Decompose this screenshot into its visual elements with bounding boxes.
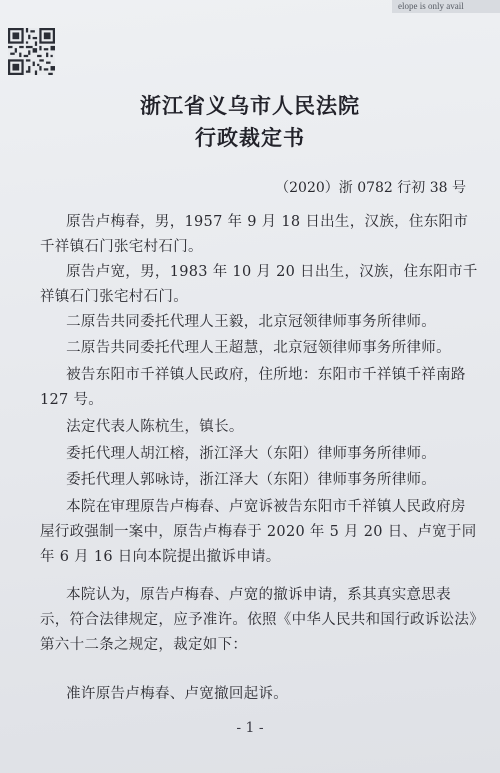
- paragraph-defendant-agent-1: 委托代理人胡江榕，浙江泽大（东阳）律师事务所律师。: [66, 445, 437, 462]
- paragraph-defendant-agent-2: 委托代理人郭咏诗，浙江泽大（东阳）律师事务所律师。: [66, 471, 437, 488]
- paragraph-court-opinion: 本院认为，原告卢梅春、卢宽的撤诉申请，系其真实意思表示，符合法律规定，应予准许。依照《中华人民共和国行政诉讼法》第六十二条之规定，裁定如下：: [40, 586, 477, 653]
- paragraph-agent-2: 二原告共同委托代理人王超慧，北京冠领律师事务所律师。: [66, 339, 451, 356]
- paragraph-plaintiff-1: 原告卢梅春，男，1957 年 9 月 18 日出生，汉族，住东阳市千祥镇石门张宅村石门。: [40, 213, 469, 255]
- court-name: 浙江省义乌市人民法院: [140, 93, 360, 118]
- paragraph-ruling: 准许原告卢梅春、卢宽撤回起诉。: [66, 685, 289, 702]
- paragraph-agent-1: 二原告共同委托代理人王毅，北京冠领律师事务所律师。: [66, 313, 437, 330]
- qr-code-icon: [8, 28, 55, 75]
- document-type-title: 行政裁定书: [195, 125, 305, 150]
- paragraph-case-summary: 本院在审理原告卢梅春、卢宽诉被告东阳市千祥镇人民政府房屋行政强制一案中，原告卢梅春于 2020 年 5 月 20 日、卢宽于同年 6 月 16 日向本院提出撤诉申请。: [40, 498, 477, 565]
- paragraph-defendant: 被告东阳市千祥镇人民政府，住所地：东阳市千祥镇千祥南路 127 号。: [40, 366, 466, 408]
- envelope-corner-text: elope is only avail: [392, 0, 500, 13]
- paragraph-plaintiff-2: 原告卢宽，男，1983 年 10 月 20 日出生，汉族，住东阳市千祥镇石门张宅村石门。: [40, 263, 478, 305]
- case-number: （2020）浙 0782 行初 38 号: [275, 180, 466, 196]
- page-number: - 1 -: [236, 720, 264, 736]
- paragraph-legal-rep: 法定代表人陈杭生，镇长。: [66, 418, 244, 435]
